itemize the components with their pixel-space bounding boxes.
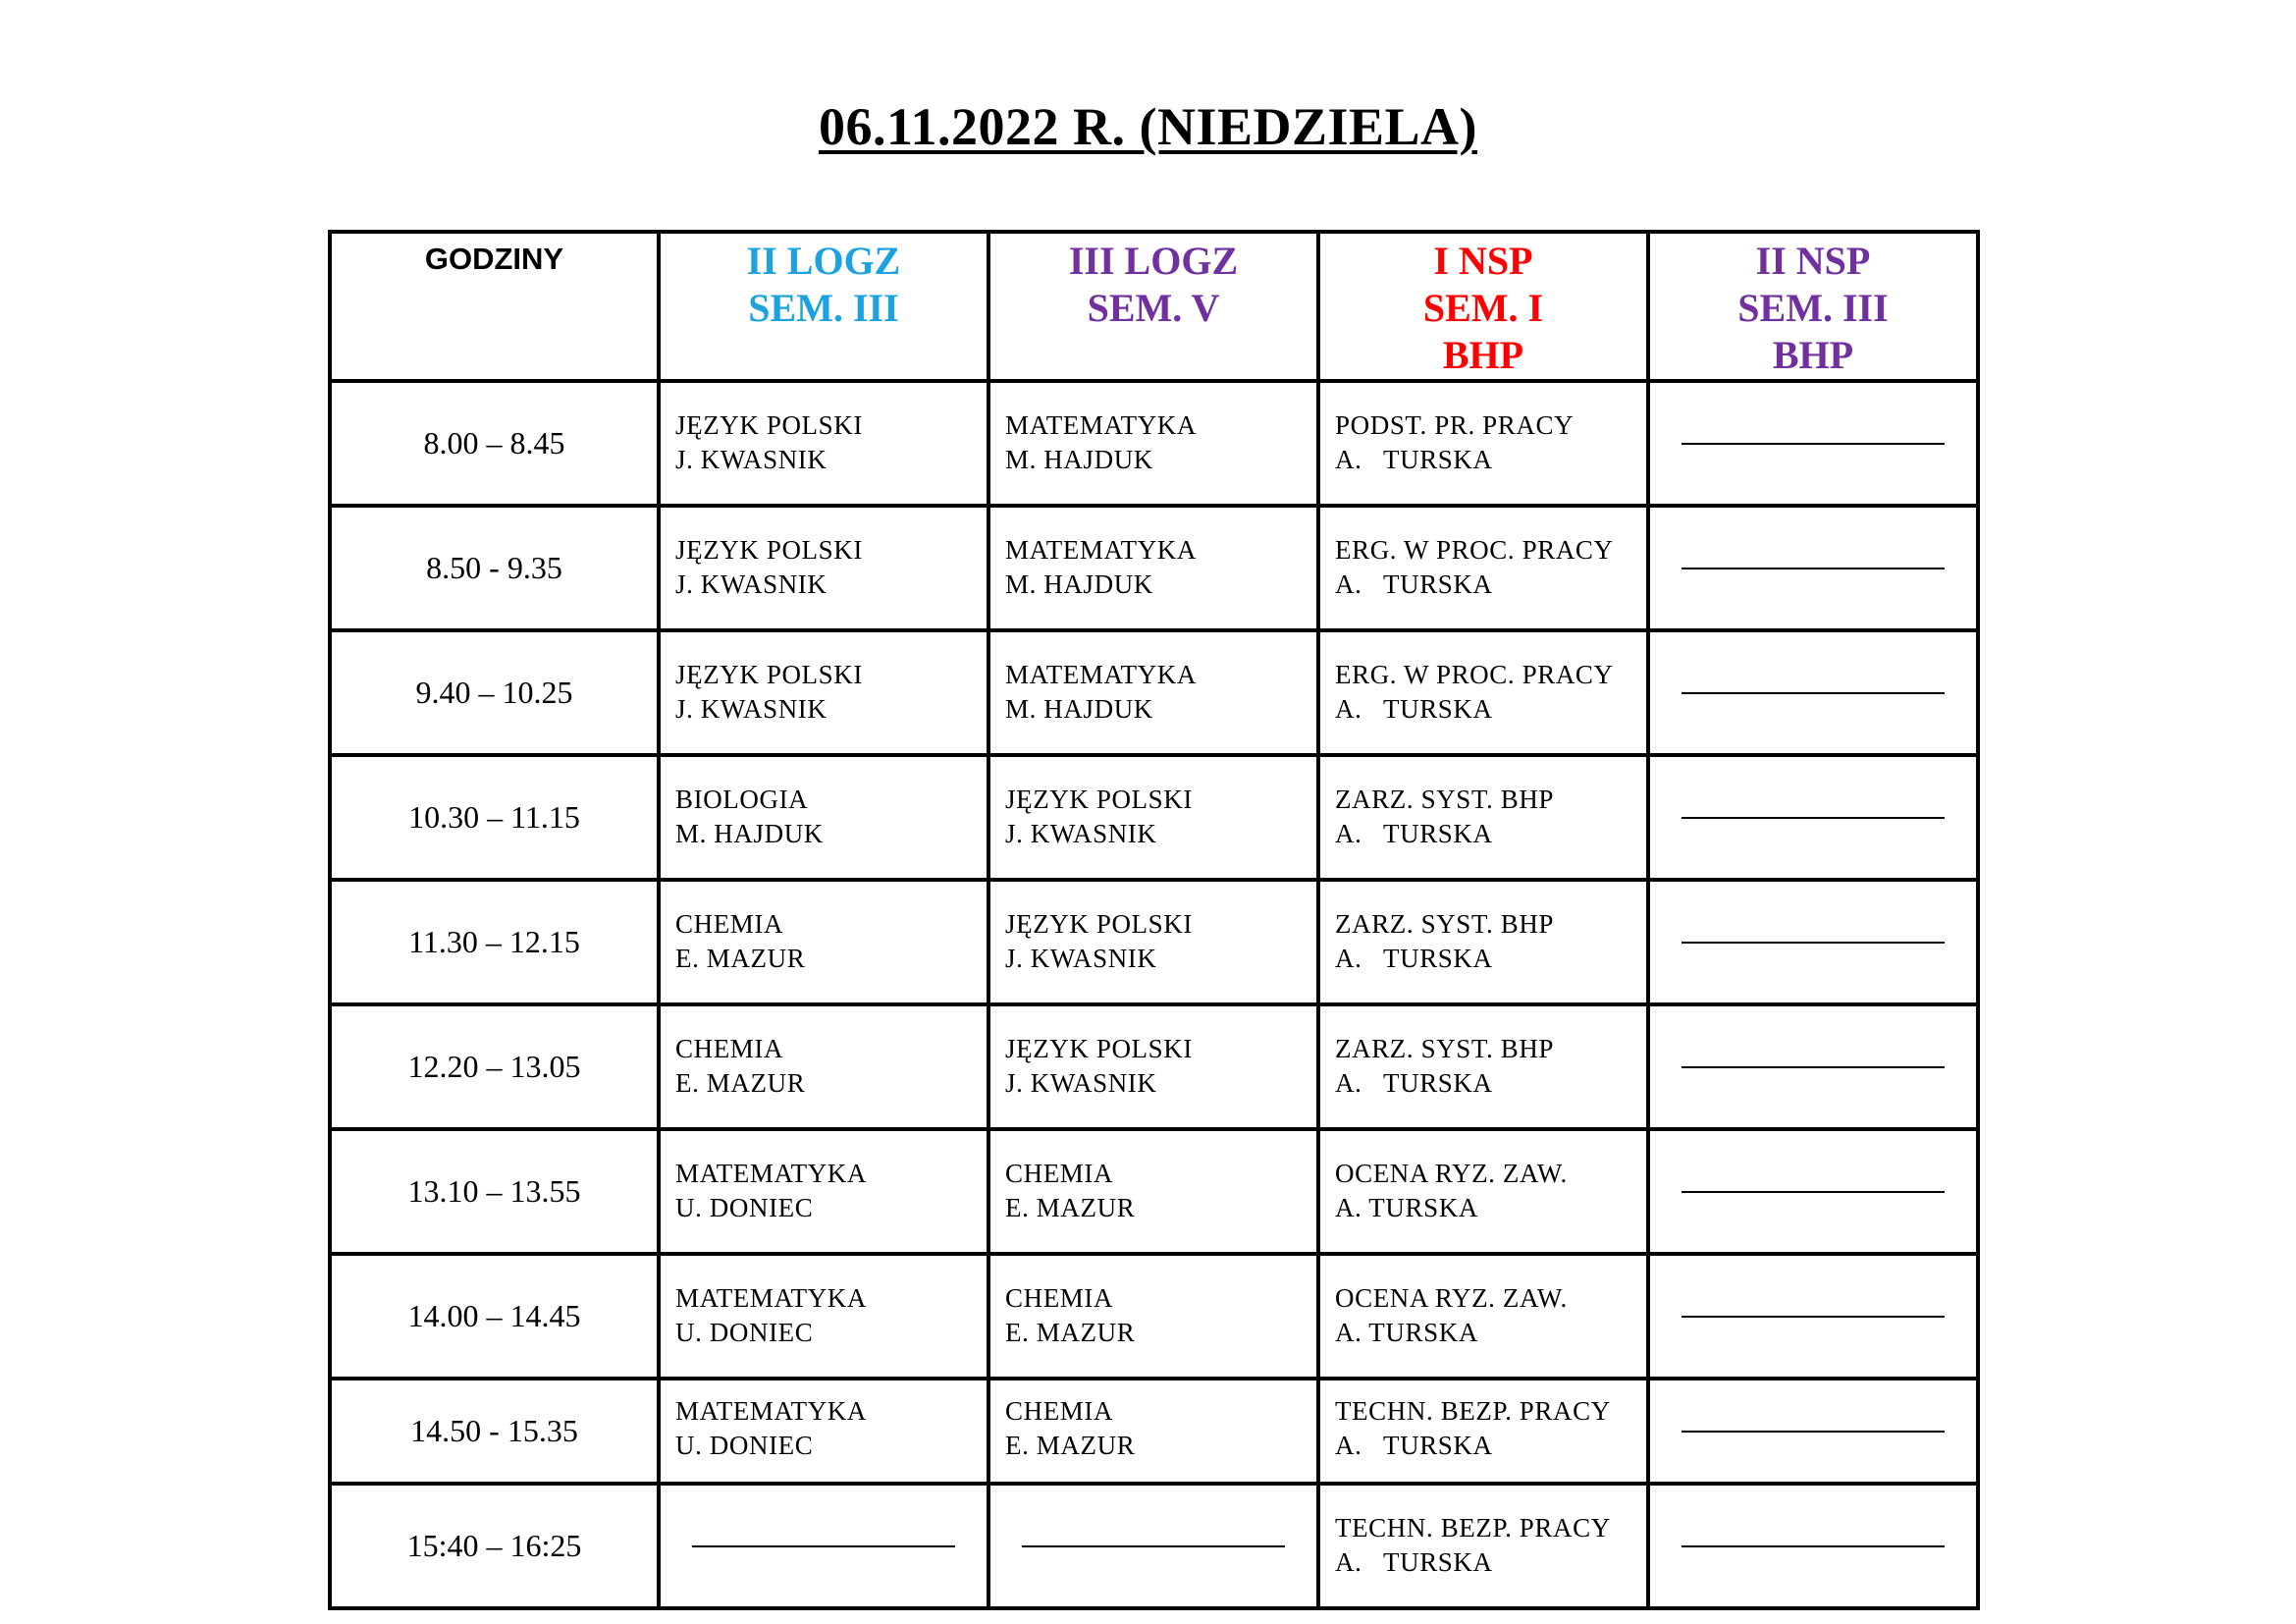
teacher-name: A. TURSKA	[1335, 1547, 1493, 1577]
teacher-name: J. KWASNIK	[1005, 944, 1157, 973]
lesson-cell	[1318, 1129, 1648, 1254]
subject-name: PODST. PR. PRACY	[1335, 410, 1575, 440]
empty-cell	[1648, 506, 1978, 630]
lesson-cell	[659, 381, 988, 506]
empty-cell	[659, 1484, 988, 1608]
lesson-cell	[988, 381, 1318, 506]
subject-name: JĘZYK POLSKI	[675, 410, 863, 440]
time-slot: 9.40 – 10.25	[330, 630, 659, 755]
lesson-cell	[988, 630, 1318, 755]
subject-name: JĘZYK POLSKI	[1005, 909, 1193, 939]
empty-dash-line	[1682, 1431, 1945, 1433]
schedule-body	[330, 381, 1978, 1608]
teacher-name: A. TURSKA	[1335, 944, 1493, 973]
subject-name: ZARZ. SYST. BHP	[1335, 785, 1555, 814]
subject-name: JĘZYK POLSKI	[1005, 1034, 1193, 1063]
lesson-cell	[1318, 755, 1648, 880]
teacher-name: E. MAZUR	[1005, 1318, 1136, 1347]
group-semester: SEM. III	[1737, 286, 1889, 330]
group-name: III LOGZ	[1068, 239, 1239, 283]
table-row	[330, 1004, 1978, 1129]
teacher-name: A. TURSKA	[1335, 569, 1493, 599]
subject-name: CHEMIA	[1005, 1159, 1114, 1188]
lesson-cell	[988, 880, 1318, 1004]
empty-cell	[1648, 1379, 1978, 1484]
table-row	[330, 1379, 1978, 1484]
subject-name: MATEMATYKA	[675, 1396, 867, 1426]
group-header	[1318, 232, 1648, 381]
teacher-name: A. TURSKA	[1335, 1431, 1493, 1460]
group-semester: SEM. III	[748, 286, 899, 330]
table-row	[330, 381, 1978, 506]
empty-dash-line	[1682, 1066, 1945, 1068]
empty-dash-line	[692, 1545, 955, 1547]
lesson-cell	[659, 1379, 988, 1484]
page-title: 06.11.2022 R. (NIEDZIELA)	[818, 97, 1478, 156]
teacher-name: U. DONIEC	[675, 1193, 814, 1222]
time-slot: 15:40 – 16:25	[330, 1484, 659, 1608]
table-row	[330, 1484, 1978, 1608]
table-row	[330, 880, 1978, 1004]
group-name: I NSP	[1433, 239, 1533, 283]
group-header	[988, 232, 1318, 381]
teacher-name: U. DONIEC	[675, 1431, 814, 1460]
teacher-name: J. KWASNIK	[675, 569, 828, 599]
teacher-name: M. HAJDUK	[1005, 569, 1153, 599]
lesson-cell	[659, 630, 988, 755]
teacher-name: U. DONIEC	[675, 1318, 814, 1347]
teacher-name: A. TURSKA	[1335, 1068, 1493, 1098]
time-slot: 14.50 - 15.35	[330, 1379, 659, 1484]
empty-cell	[1648, 1129, 1978, 1254]
table-row	[330, 630, 1978, 755]
empty-dash-line	[1682, 1316, 1945, 1318]
empty-cell	[1648, 880, 1978, 1004]
teacher-name: A. TURSKA	[1335, 1193, 1478, 1222]
empty-dash-line	[1682, 443, 1945, 445]
subject-name: JĘZYK POLSKI	[1005, 785, 1193, 814]
group-header	[659, 232, 988, 381]
teacher-name: E. MAZUR	[675, 944, 806, 973]
lesson-cell	[1318, 381, 1648, 506]
lesson-cell	[1318, 1379, 1648, 1484]
subject-name: JĘZYK POLSKI	[675, 535, 863, 565]
empty-dash-line	[1682, 568, 1945, 569]
empty-dash-line	[1682, 1545, 1945, 1547]
empty-cell	[1648, 630, 1978, 755]
teacher-name: M. HAJDUK	[675, 819, 824, 848]
table-row	[330, 1254, 1978, 1379]
time-slot: 11.30 – 12.15	[330, 880, 659, 1004]
header-row	[330, 232, 1978, 381]
empty-cell	[1648, 755, 1978, 880]
teacher-name: A. TURSKA	[1335, 819, 1493, 848]
empty-dash-line	[1682, 1191, 1945, 1193]
lesson-cell	[988, 1254, 1318, 1379]
lesson-cell	[1318, 1254, 1648, 1379]
empty-cell	[1648, 1004, 1978, 1129]
lesson-cell	[988, 1379, 1318, 1484]
empty-cell	[1648, 1484, 1978, 1608]
time-slot: 13.10 – 13.55	[330, 1129, 659, 1254]
subject-name: ZARZ. SYST. BHP	[1335, 1034, 1555, 1063]
subject-name: ZARZ. SYST. BHP	[1335, 909, 1555, 939]
group-specialty: BHP	[1442, 333, 1524, 377]
table-row	[330, 506, 1978, 630]
subject-name: MATEMATYKA	[675, 1283, 867, 1313]
empty-cell	[1648, 381, 1978, 506]
teacher-name: A. TURSKA	[1335, 1318, 1478, 1347]
teacher-name: J. KWASNIK	[675, 694, 828, 724]
lesson-cell	[659, 1129, 988, 1254]
subject-name: TECHN. BEZP. PRACY	[1335, 1513, 1611, 1543]
empty-dash-line	[1682, 692, 1945, 694]
lesson-cell	[988, 1004, 1318, 1129]
table-row	[330, 755, 1978, 880]
lesson-cell	[659, 880, 988, 1004]
lesson-cell	[1318, 630, 1648, 755]
lesson-cell	[659, 755, 988, 880]
time-slot: 10.30 – 11.15	[330, 755, 659, 880]
table-row	[330, 1129, 1978, 1254]
teacher-name: E. MAZUR	[675, 1068, 806, 1098]
subject-name: BIOLOGIA	[675, 785, 809, 814]
subject-name: ERG. W PROC. PRACY	[1335, 660, 1614, 689]
empty-dash-line	[1682, 817, 1945, 819]
teacher-name: M. HAJDUK	[1005, 694, 1153, 724]
lesson-cell	[1318, 1004, 1648, 1129]
group-header	[1648, 232, 1978, 381]
teacher-name: J. KWASNIK	[675, 445, 828, 474]
subject-name: CHEMIA	[1005, 1396, 1114, 1426]
teacher-name: A. TURSKA	[1335, 694, 1493, 724]
lesson-cell	[1318, 880, 1648, 1004]
teacher-name: M. HAJDUK	[1005, 445, 1153, 474]
group-semester: SEM. I	[1422, 286, 1544, 330]
empty-dash-line	[1682, 942, 1945, 944]
lesson-cell	[988, 755, 1318, 880]
subject-name: TECHN. BEZP. PRACY	[1335, 1396, 1611, 1426]
group-semester: SEM. V	[1087, 286, 1220, 330]
lesson-cell	[659, 1254, 988, 1379]
group-name: II LOGZ	[746, 239, 901, 283]
subject-name: MATEMATYKA	[1005, 660, 1197, 689]
subject-name: CHEMIA	[675, 909, 784, 939]
subject-name: CHEMIA	[675, 1034, 784, 1063]
schedule-table	[328, 230, 1980, 1610]
time-slot: 14.00 – 14.45	[330, 1254, 659, 1379]
teacher-name: E. MAZUR	[1005, 1431, 1136, 1460]
teacher-name: J. KWASNIK	[1005, 819, 1157, 848]
lesson-cell	[659, 506, 988, 630]
empty-cell	[1648, 1254, 1978, 1379]
time-column-header: GODZINY	[330, 232, 659, 381]
time-slot: 8.00 – 8.45	[330, 381, 659, 506]
subject-name: MATEMATYKA	[1005, 535, 1197, 565]
subject-name: MATEMATYKA	[1005, 410, 1197, 440]
teacher-name: E. MAZUR	[1005, 1193, 1136, 1222]
lesson-cell	[1318, 1484, 1648, 1608]
teacher-name: J. KWASNIK	[1005, 1068, 1157, 1098]
lesson-cell	[988, 506, 1318, 630]
time-slot: 8.50 - 9.35	[330, 506, 659, 630]
group-specialty: BHP	[1772, 333, 1854, 377]
teacher-name: A. TURSKA	[1335, 445, 1493, 474]
subject-name: ERG. W PROC. PRACY	[1335, 535, 1614, 565]
lesson-cell	[1318, 506, 1648, 630]
empty-dash-line	[1022, 1545, 1285, 1547]
empty-cell	[988, 1484, 1318, 1608]
lesson-cell	[659, 1004, 988, 1129]
subject-name: JĘZYK POLSKI	[675, 660, 863, 689]
subject-name: OCENA RYZ. ZAW.	[1335, 1159, 1568, 1188]
subject-name: CHEMIA	[1005, 1283, 1114, 1313]
group-name: II NSP	[1755, 239, 1871, 283]
time-slot: 12.20 – 13.05	[330, 1004, 659, 1129]
subject-name: OCENA RYZ. ZAW.	[1335, 1283, 1568, 1313]
subject-name: MATEMATYKA	[675, 1159, 867, 1188]
lesson-cell	[988, 1129, 1318, 1254]
